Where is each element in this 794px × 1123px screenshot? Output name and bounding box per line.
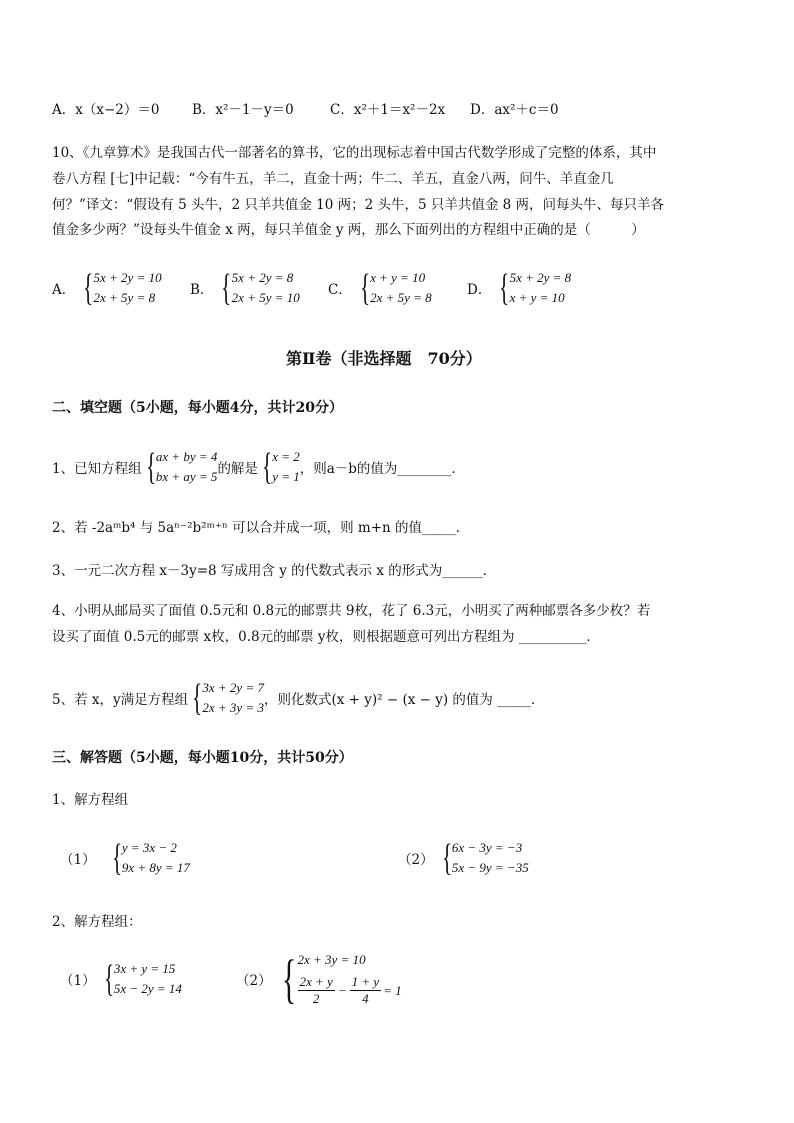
q10-option-d [467, 268, 571, 308]
section-3-heading: 三、解答题（5小题，每小题10分，共计50分） [52, 750, 353, 766]
equation: 5x − 2y = 14 [113, 981, 182, 996]
equation: ax + by = 4 [155, 449, 218, 464]
option-label: C． [328, 282, 352, 298]
fill-question-5 [52, 678, 544, 718]
q10-option-b [190, 268, 300, 308]
part-label: （2） [236, 972, 272, 989]
equation: 3x + 2y = 7 [202, 680, 264, 695]
brace-icon: { [83, 267, 94, 309]
solve-q2-part-1 [60, 959, 182, 999]
part-label: （1） [60, 852, 96, 868]
option-label: A． [52, 282, 76, 298]
equation-system [217, 268, 299, 308]
equation: 2x + 5y = 8 [93, 290, 156, 305]
solve-q2-part-2 [236, 950, 402, 1007]
q1-prefix: 1、已知方程组 [52, 461, 142, 477]
q1-middle: 的解是 [217, 461, 258, 477]
q5-prefix: 5、若 x，y满足方程组 [52, 692, 189, 708]
equation: x + y = 10 [509, 290, 565, 305]
equation: 5x − 9y = −35 [451, 860, 529, 875]
brace-icon: { [192, 677, 203, 719]
equation: 6x − 3y = −3 [451, 840, 523, 855]
brace-icon: { [145, 446, 156, 488]
equation-system [142, 447, 218, 487]
equation-system [276, 950, 402, 1007]
equation-system [100, 959, 182, 999]
equation: bx + ay = 5 [155, 469, 218, 484]
q10-line-3: 何？”译文：“假设有 5 头牛，2 只羊共值金 10 两；2 头牛，5 只羊共值金 8 两，问每头牛、每只羊各 [52, 197, 665, 213]
option-label: B． [190, 282, 214, 298]
equation: y = 3x − 2 [121, 840, 177, 855]
equation-system [108, 838, 190, 878]
equation: x + y = 10 [370, 270, 426, 285]
part-label: （2） [398, 852, 434, 868]
solve-q1-part-1 [60, 838, 190, 878]
fraction [298, 974, 335, 1007]
brace-icon: { [221, 267, 232, 309]
fraction-denominator: 2 [312, 991, 320, 1006]
q9-option-a: A．x（x−2）＝0 [52, 102, 160, 118]
fill-question-1 [52, 447, 465, 487]
brace-icon: { [281, 948, 296, 1009]
solve-question-1-title: 1、解方程组 [52, 792, 129, 808]
part-label: （1） [60, 973, 96, 989]
equation-rhs: = 1 [383, 982, 402, 998]
option-label: D． [467, 282, 492, 298]
equation: 3x + y = 15 [113, 961, 176, 976]
equation: 2x + 5y = 10 [231, 290, 300, 305]
q10-option-c [328, 268, 432, 308]
q9-option-d: D．ax²＋c＝0 [470, 102, 559, 118]
fill-question-3: 3、一元二次方程 x－3y=8 写成用含 y 的代数式表示 x 的形式为______． [52, 563, 497, 579]
equation: 2x + 3y = 10 [297, 952, 366, 967]
equation: 5x + 2y = 8 [509, 270, 572, 285]
fraction-numerator: 1 + y [351, 974, 380, 989]
equation: 2x + 5y = 8 [370, 290, 432, 305]
brace-icon: { [499, 267, 510, 309]
equation: 2x + 3y = 3 [202, 700, 264, 715]
minus-sign: − [337, 982, 347, 998]
q10-line-1: 10、《九章算术》是我国古代一部著名的算书，它的出现标志着中国古代数学形成了完整的体系，其中 [52, 145, 657, 161]
q10-line-2: 卷八方程 [七]中记载：“今有牛五，羊二，直金十两；牛二、羊五，直金八两，问牛、羊直金几 [52, 171, 614, 187]
brace-icon: { [441, 837, 452, 879]
equation: 5x + 2y = 10 [93, 270, 162, 285]
brace-icon: { [262, 446, 273, 488]
solve-question-2-title: 2、解方程组： [52, 914, 142, 930]
equation-system [188, 678, 264, 718]
part-2-title: 第Ⅱ卷（非选择题 70分） [286, 349, 482, 368]
equation: y = 1 [272, 469, 300, 484]
fill-question-2: 2、若 -2aᵐb⁴ 与 5aⁿ⁻²b²ᵐ⁺ⁿ 可以合并成一项，则 m+n 的值_____． [52, 520, 470, 536]
fraction [350, 974, 382, 1007]
equation: x = 2 [272, 449, 300, 464]
equation-system [356, 268, 432, 308]
solve-q1-part-2 [398, 838, 529, 878]
q9-option-b: B．x²－1－y＝0 [192, 102, 294, 118]
q1-suffix: ，则a－b的值为________． [299, 461, 465, 477]
equation-system [258, 447, 300, 487]
equation: 5x + 2y = 8 [231, 270, 294, 285]
q9-option-c: C．x²＋1＝x²－2x [330, 102, 446, 118]
fraction-denominator: 4 [362, 991, 369, 1006]
section-2-heading: 二、填空题（5小题，每小题4分，共计20分） [52, 400, 343, 416]
brace-icon: { [111, 837, 122, 879]
brace-icon: { [103, 958, 114, 1000]
equation-with-fractions [298, 974, 402, 1007]
q5-suffix: ，则化数式(x + y)² − (x − y) 的值为 _____． [263, 692, 545, 708]
equation-system [438, 838, 529, 878]
q10-option-a [52, 268, 162, 308]
brace-icon: { [359, 267, 370, 309]
equation-system [79, 268, 161, 308]
fill-question-4-line-2: 设买了面值 0.5元的邮票 x枚，0.8元的邮票 y枚，则根据题意可列出方程组为 __________． [52, 629, 600, 645]
equation: 9x + 8y = 17 [121, 860, 190, 875]
q10-line-4: 值金多少两？”设每头牛值金 x 两，每只羊值金 y 两，那么下面列出的方程组中正确的是（ ） [52, 222, 645, 238]
equation-system [495, 268, 571, 308]
fill-question-4-line-1: 4、小明从邮局买了面值 0.5元和 0.8元的邮票共 9枚，花了 6.3元，小明买了两种邮票各多少枚？若 [52, 603, 651, 619]
fraction-numerator: 2x + y [299, 974, 333, 989]
